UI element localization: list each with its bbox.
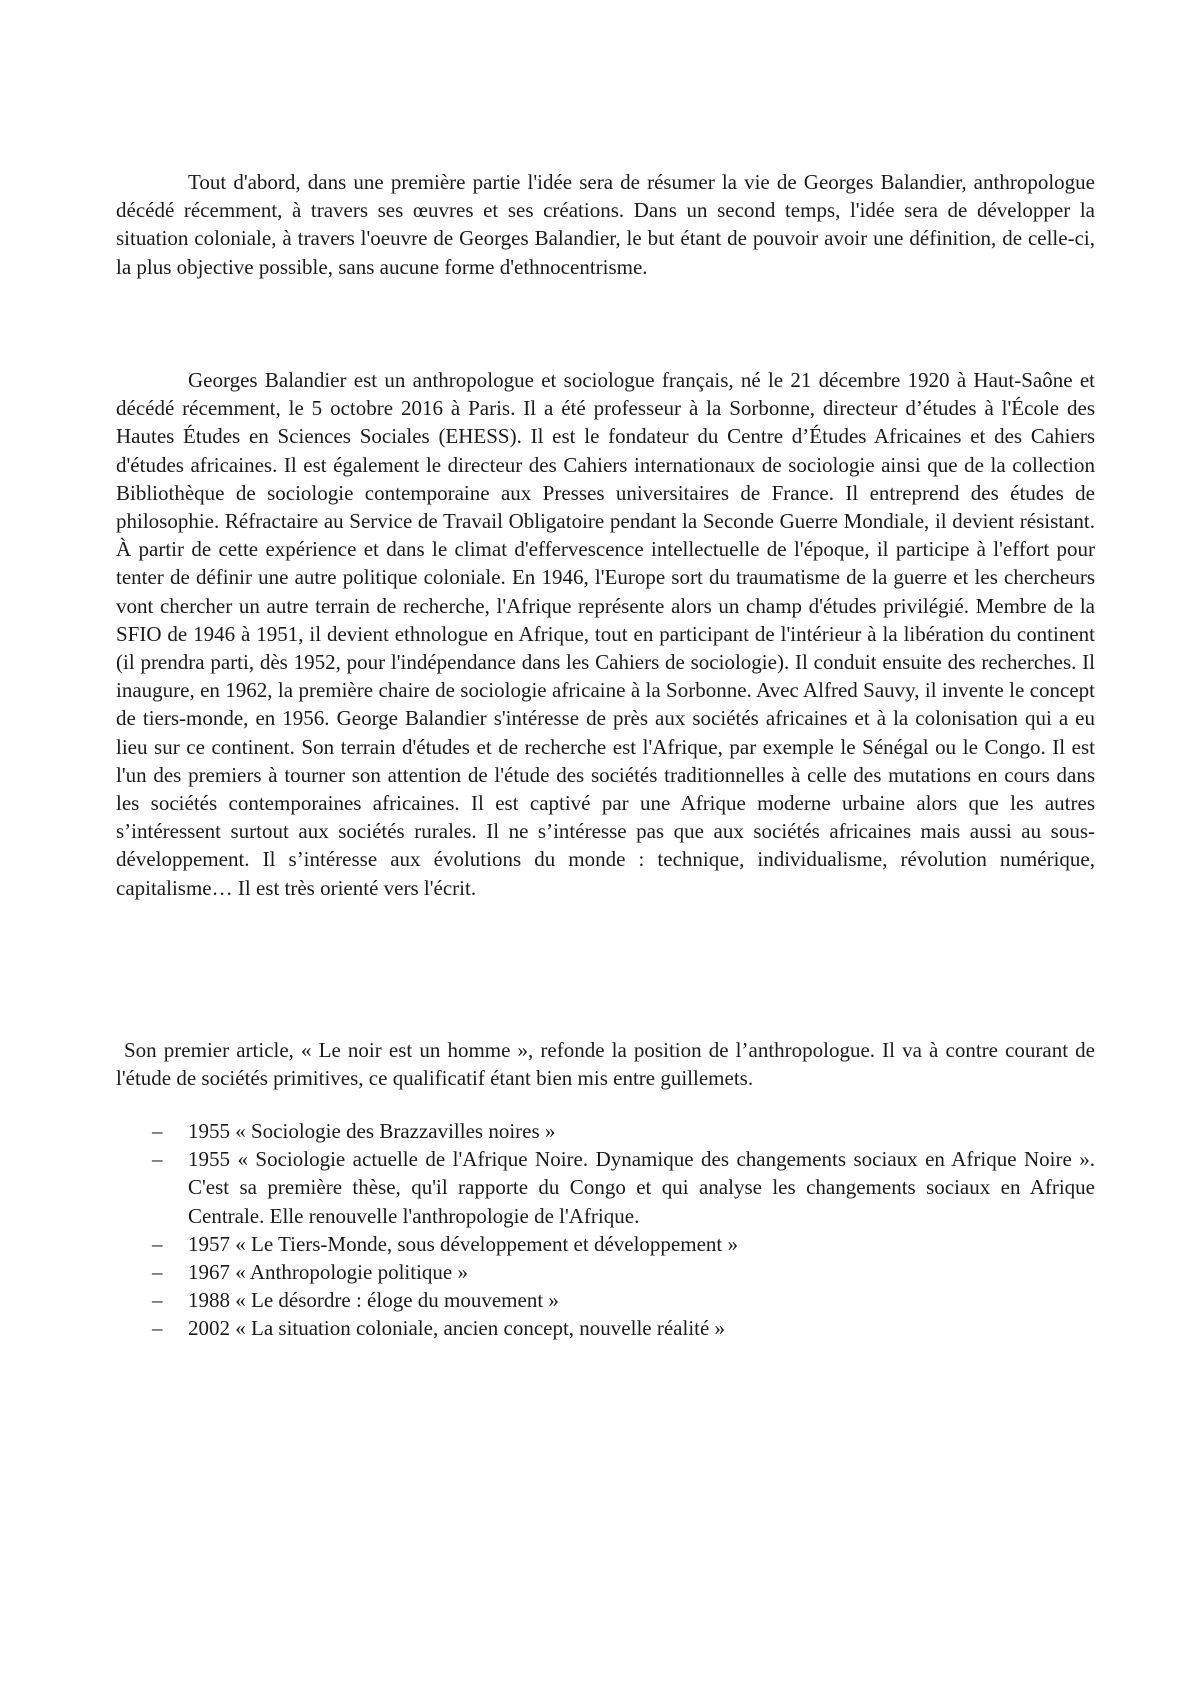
list-item-text: 2002 « La situation coloniale, ancien concept, nouvelle réalité »	[188, 1316, 726, 1341]
list-item-text: 1955 « Sociologie actuelle de l'Afrique Noire. Dynamique des changements sociaux en Afrique Noire ». C'est sa première thèse, qu'il rapporte du Congo et qui analyse les changements sociaux en Afrique Centrale. Elle renouvelle l'anthropologie de l'Afrique.	[188, 1147, 1095, 1228]
list-item	[116, 1145, 1095, 1230]
first-article-paragraph: Son premier article, « Le noir est un homme », refonde la position de l’anthropologue. Il va à contre courant de l'étude de sociétés primitives, ce qualificatif étant bien mis entre guillemets.	[116, 1038, 1095, 1091]
list-item	[116, 1117, 1095, 1145]
list-dash: –	[152, 1147, 163, 1172]
list-item	[116, 1314, 1095, 1342]
list-item	[116, 1258, 1095, 1286]
intro-paragraph: Tout d'abord, dans une première partie l'idée sera de résumer la vie de Georges Balandier, anthropologue décédé récemment, à travers ses œuvres et ses créations. Dans un second temps, l'idée sera de développer la situation coloniale, à travers l'oeuvre de Georges Balandier, le but étant de pouvoir avoir une définition, de celle-ci, la plus objective possible, sans aucune forme d'ethnocentrisme.	[116, 170, 1095, 279]
list-dash: –	[152, 1316, 163, 1341]
list-item	[116, 1286, 1095, 1314]
list-item-text: 1957 « Le Tiers-Monde, sous développement et développement »	[188, 1231, 738, 1256]
list-dash: –	[152, 1119, 163, 1143]
list-dash: –	[152, 1231, 163, 1256]
list-item-text: 1988 « Le désordre : éloge du mouvement »	[188, 1288, 559, 1313]
list-dash: –	[152, 1288, 163, 1313]
list-item-text: 1967 « Anthropologie politique »	[188, 1260, 468, 1285]
works-list	[116, 1117, 1095, 1343]
list-dash: –	[152, 1260, 163, 1285]
biography-paragraph: Georges Balandier est un anthropologue et sociologue français, né le 21 décembre 1920 à Haut-Saône et décédé récemment, le 5 octobre 2016 à Paris. Il a été professeur à la Sorbonne, directeur d’études à l'École des Hautes Études en Sciences Sociales (EHESS). Il est le fondateur du Centre d’Études Africaines et des Cahiers d'études africaines. Il est également le directeur des Cahiers internationaux de sociologie ainsi que de la collection Bibliothèque de sociologie contemporaine aux Presses universitaires de France. Il entreprend des études de philosophie. Réfractaire au Service de Travail Obligatoire pendant la Seconde Guerre Mondiale, il devient résistant. À partir de cette expérience et dans le climat d'effervescence intellectuelle de l'époque, il participe à l'effort pour tenter de définir une autre politique coloniale. En 1946, l'Europe sort du traumatisme de la guerre et les chercheurs vont chercher un autre terrain de recherche, l'Afrique représente alors un champ d'études privilégié. Membre de la SFIO de 1946 à 1951, il devient ethnologue en Afrique, tout en participant de l'intérieur à la libération du continent (il prendra parti, dès 1952, pour l'indépendance dans les Cahiers de sociologie). Il conduit ensuite des recherches. Il inaugure, en 1962, la première chaire de sociologie africaine à la Sorbonne. Avec Alfred Sauvy, il invente le concept de tiers-monde, en 1956. George Balandier s'intéresse de près aux sociétés africaines et à la colonisation qui a eu lieu sur ce continent. Son terrain d'études et de recherche est l'Afrique, par exemple le Sénégal ou le Congo. Il est l'un des premiers à tourner son attention de l'étude des sociétés traditionnelles à celle des mutations en cours dans les sociétés contemporaines africaines. Il est captivé par une Afrique moderne urbaine alors que les autres s’intéressent surtout aux sociétés rurales. Il ne s’intéresse pas que aux sociétés africaines mais aussi au sous-développement. Il s’intéresse aux évolutions du monde : technique, individualisme, révolution numérique, capitalisme… Il est très orienté vers l'écrit.	[116, 368, 1095, 900]
list-item	[116, 1230, 1095, 1258]
list-item-text: 1955 « Sociologie des Brazzavilles noires »	[188, 1119, 556, 1143]
